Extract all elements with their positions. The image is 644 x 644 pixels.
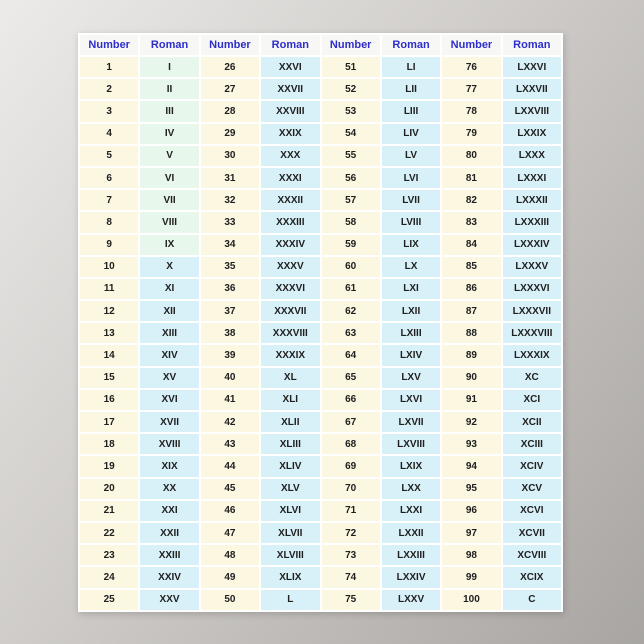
- number-cell: 2: [80, 79, 138, 99]
- roman-cell: XXXIV: [261, 235, 319, 255]
- table-row: [80, 168, 561, 188]
- number-cell: 24: [80, 567, 138, 587]
- roman-cell: LXXXVII: [503, 301, 561, 321]
- number-cell: 39: [201, 345, 259, 365]
- roman-cell: XCVII: [503, 523, 561, 543]
- roman-cell: LIX: [382, 235, 440, 255]
- number-cell: 58: [322, 212, 380, 232]
- roman-cell: LVI: [382, 168, 440, 188]
- number-cell: 84: [442, 235, 500, 255]
- number-cell: 6: [80, 168, 138, 188]
- roman-cell: XXX: [261, 146, 319, 166]
- number-cell: 65: [322, 368, 380, 388]
- roman-cell: LXVII: [382, 412, 440, 432]
- table-row: [80, 434, 561, 454]
- roman-cell: XLVI: [261, 501, 319, 521]
- number-cell: 17: [80, 412, 138, 432]
- table-row: [80, 79, 561, 99]
- number-cell: 71: [322, 501, 380, 521]
- roman-cell: LXX: [382, 479, 440, 499]
- roman-cell: LXI: [382, 279, 440, 299]
- number-cell: 91: [442, 390, 500, 410]
- number-cell: 25: [80, 590, 138, 611]
- roman-cell: XXXVI: [261, 279, 319, 299]
- header-cell: Roman: [503, 35, 561, 55]
- roman-cell: IX: [140, 235, 198, 255]
- table-row: [80, 57, 561, 77]
- number-cell: 61: [322, 279, 380, 299]
- number-cell: 70: [322, 479, 380, 499]
- roman-cell: XXIX: [261, 124, 319, 144]
- roman-cell: XXIII: [140, 545, 198, 565]
- roman-cell: XVIII: [140, 434, 198, 454]
- roman-cell: LXXVII: [503, 79, 561, 99]
- roman-cell: LXXI: [382, 501, 440, 521]
- number-cell: 72: [322, 523, 380, 543]
- roman-cell: LXXXVI: [503, 279, 561, 299]
- header-cell: Roman: [261, 35, 319, 55]
- number-cell: 63: [322, 323, 380, 343]
- roman-cell: XCV: [503, 479, 561, 499]
- number-cell: 43: [201, 434, 259, 454]
- number-cell: 33: [201, 212, 259, 232]
- number-cell: 82: [442, 190, 500, 210]
- table-row: [80, 456, 561, 476]
- table-row: [80, 257, 561, 277]
- roman-cell: XXXII: [261, 190, 319, 210]
- roman-cell: LX: [382, 257, 440, 277]
- number-cell: 38: [201, 323, 259, 343]
- roman-cell: LXXII: [382, 523, 440, 543]
- number-cell: 34: [201, 235, 259, 255]
- number-cell: 94: [442, 456, 500, 476]
- number-cell: 69: [322, 456, 380, 476]
- number-cell: 9: [80, 235, 138, 255]
- roman-cell: LXVI: [382, 390, 440, 410]
- number-cell: 12: [80, 301, 138, 321]
- roman-cell: XXII: [140, 523, 198, 543]
- roman-cell: LV: [382, 146, 440, 166]
- roman-cell: LXV: [382, 368, 440, 388]
- roman-cell: XXXIII: [261, 212, 319, 232]
- roman-cell: LXXIII: [382, 545, 440, 565]
- roman-cell: XXXVII: [261, 301, 319, 321]
- number-cell: 73: [322, 545, 380, 565]
- number-cell: 81: [442, 168, 500, 188]
- number-cell: 85: [442, 257, 500, 277]
- table-header: [80, 35, 561, 55]
- table-row: [80, 412, 561, 432]
- roman-cell: XXVI: [261, 57, 319, 77]
- roman-cell: XLIX: [261, 567, 319, 587]
- number-cell: 93: [442, 434, 500, 454]
- number-cell: 56: [322, 168, 380, 188]
- number-cell: 41: [201, 390, 259, 410]
- number-cell: 86: [442, 279, 500, 299]
- number-cell: 18: [80, 434, 138, 454]
- roman-cell: X: [140, 257, 198, 277]
- number-cell: 68: [322, 434, 380, 454]
- number-cell: 66: [322, 390, 380, 410]
- roman-cell: LXXIV: [382, 567, 440, 587]
- table-row: [80, 101, 561, 121]
- table-row: [80, 190, 561, 210]
- table-row: [80, 146, 561, 166]
- table-row: [80, 279, 561, 299]
- table-row: [80, 301, 561, 321]
- roman-cell: LII: [382, 79, 440, 99]
- roman-cell: XCIII: [503, 434, 561, 454]
- number-cell: 20: [80, 479, 138, 499]
- number-cell: 95: [442, 479, 500, 499]
- number-cell: 23: [80, 545, 138, 565]
- number-cell: 11: [80, 279, 138, 299]
- number-cell: 74: [322, 567, 380, 587]
- roman-cell: VI: [140, 168, 198, 188]
- roman-cell: LXXXI: [503, 168, 561, 188]
- roman-cell: XLIV: [261, 456, 319, 476]
- header-row: [80, 35, 561, 55]
- number-cell: 80: [442, 146, 500, 166]
- number-cell: 59: [322, 235, 380, 255]
- roman-cell: LXXXIX: [503, 345, 561, 365]
- number-cell: 77: [442, 79, 500, 99]
- number-cell: 36: [201, 279, 259, 299]
- roman-cell: LVIII: [382, 212, 440, 232]
- roman-cell: XCVIII: [503, 545, 561, 565]
- number-cell: 10: [80, 257, 138, 277]
- roman-cell: XXIV: [140, 567, 198, 587]
- number-cell: 87: [442, 301, 500, 321]
- number-cell: 27: [201, 79, 259, 99]
- number-cell: 52: [322, 79, 380, 99]
- table-row: [80, 368, 561, 388]
- number-cell: 78: [442, 101, 500, 121]
- number-cell: 28: [201, 101, 259, 121]
- table-row: [80, 323, 561, 343]
- table-row: [80, 390, 561, 410]
- roman-cell: LXXIX: [503, 124, 561, 144]
- number-cell: 50: [201, 590, 259, 611]
- number-cell: 51: [322, 57, 380, 77]
- number-cell: 97: [442, 523, 500, 543]
- number-cell: 92: [442, 412, 500, 432]
- roman-cell: XXXI: [261, 168, 319, 188]
- number-cell: 8: [80, 212, 138, 232]
- number-cell: 76: [442, 57, 500, 77]
- number-cell: 67: [322, 412, 380, 432]
- number-cell: 89: [442, 345, 500, 365]
- roman-cell: LXXV: [382, 590, 440, 611]
- roman-cell: XLII: [261, 412, 319, 432]
- table-body: [80, 57, 561, 610]
- roman-cell: I: [140, 57, 198, 77]
- roman-cell: XIX: [140, 456, 198, 476]
- number-cell: 3: [80, 101, 138, 121]
- number-cell: 45: [201, 479, 259, 499]
- roman-cell: XCVI: [503, 501, 561, 521]
- roman-cell: XXXIX: [261, 345, 319, 365]
- roman-cell: XX: [140, 479, 198, 499]
- roman-cell: XII: [140, 301, 198, 321]
- number-cell: 4: [80, 124, 138, 144]
- number-cell: 55: [322, 146, 380, 166]
- number-cell: 7: [80, 190, 138, 210]
- number-cell: 98: [442, 545, 500, 565]
- number-cell: 32: [201, 190, 259, 210]
- header-cell: Number: [442, 35, 500, 55]
- number-cell: 42: [201, 412, 259, 432]
- number-cell: 54: [322, 124, 380, 144]
- number-cell: 100: [442, 590, 500, 611]
- table-row: [80, 545, 561, 565]
- table-row: [80, 567, 561, 587]
- header-cell: Number: [201, 35, 259, 55]
- roman-cell: LI: [382, 57, 440, 77]
- number-cell: 46: [201, 501, 259, 521]
- number-cell: 37: [201, 301, 259, 321]
- number-cell: 47: [201, 523, 259, 543]
- roman-cell: XLIII: [261, 434, 319, 454]
- roman-cell: LXIII: [382, 323, 440, 343]
- roman-cell: XLV: [261, 479, 319, 499]
- number-cell: 53: [322, 101, 380, 121]
- table-row: [80, 124, 561, 144]
- number-cell: 26: [201, 57, 259, 77]
- number-cell: 16: [80, 390, 138, 410]
- number-cell: 88: [442, 323, 500, 343]
- roman-cell: LXXXVIII: [503, 323, 561, 343]
- roman-cell: XLVII: [261, 523, 319, 543]
- number-cell: 96: [442, 501, 500, 521]
- roman-cell: III: [140, 101, 198, 121]
- roman-cell: XXVIII: [261, 101, 319, 121]
- roman-cell: XL: [261, 368, 319, 388]
- number-cell: 35: [201, 257, 259, 277]
- table-row: [80, 590, 561, 611]
- roman-cell: VIII: [140, 212, 198, 232]
- roman-cell: XCI: [503, 390, 561, 410]
- roman-cell: XLI: [261, 390, 319, 410]
- roman-cell: LXVIII: [382, 434, 440, 454]
- table-row: [80, 212, 561, 232]
- number-cell: 83: [442, 212, 500, 232]
- number-cell: 60: [322, 257, 380, 277]
- number-cell: 75: [322, 590, 380, 611]
- roman-cell: LXXXIII: [503, 212, 561, 232]
- roman-cell: XVI: [140, 390, 198, 410]
- roman-cell: XCIX: [503, 567, 561, 587]
- roman-cell: LIV: [382, 124, 440, 144]
- table-row: [80, 345, 561, 365]
- roman-cell: V: [140, 146, 198, 166]
- number-cell: 40: [201, 368, 259, 388]
- number-cell: 22: [80, 523, 138, 543]
- roman-cell: XXI: [140, 501, 198, 521]
- table-row: [80, 479, 561, 499]
- roman-cell: VII: [140, 190, 198, 210]
- roman-cell: XIV: [140, 345, 198, 365]
- roman-cell: XXXVIII: [261, 323, 319, 343]
- number-cell: 21: [80, 501, 138, 521]
- roman-cell: LVII: [382, 190, 440, 210]
- table-row: [80, 523, 561, 543]
- roman-cell: XIII: [140, 323, 198, 343]
- roman-cell: LXIX: [382, 456, 440, 476]
- header-cell: Number: [80, 35, 138, 55]
- table-row: [80, 235, 561, 255]
- roman-cell: LXXXII: [503, 190, 561, 210]
- roman-cell: LXII: [382, 301, 440, 321]
- number-cell: 79: [442, 124, 500, 144]
- roman-cell: LXXXIV: [503, 235, 561, 255]
- number-cell: 29: [201, 124, 259, 144]
- roman-cell: C: [503, 590, 561, 611]
- roman-cell: XXV: [140, 590, 198, 611]
- roman-cell: LXXX: [503, 146, 561, 166]
- roman-cell: LXXVI: [503, 57, 561, 77]
- roman-cell: XXXV: [261, 257, 319, 277]
- number-cell: 14: [80, 345, 138, 365]
- number-cell: 31: [201, 168, 259, 188]
- roman-cell: II: [140, 79, 198, 99]
- number-cell: 99: [442, 567, 500, 587]
- header-cell: Number: [322, 35, 380, 55]
- roman-cell: XV: [140, 368, 198, 388]
- roman-cell: XVII: [140, 412, 198, 432]
- roman-cell: XCIV: [503, 456, 561, 476]
- number-cell: 19: [80, 456, 138, 476]
- number-cell: 64: [322, 345, 380, 365]
- roman-cell: L: [261, 590, 319, 611]
- roman-numerals-table: [78, 33, 563, 612]
- roman-cell: LIII: [382, 101, 440, 121]
- number-cell: 13: [80, 323, 138, 343]
- number-cell: 57: [322, 190, 380, 210]
- table-row: [80, 501, 561, 521]
- number-cell: 30: [201, 146, 259, 166]
- number-cell: 15: [80, 368, 138, 388]
- roman-cell: XXVII: [261, 79, 319, 99]
- roman-cell: IV: [140, 124, 198, 144]
- number-cell: 1: [80, 57, 138, 77]
- number-cell: 5: [80, 146, 138, 166]
- roman-cell: LXXVIII: [503, 101, 561, 121]
- roman-cell: XC: [503, 368, 561, 388]
- number-cell: 49: [201, 567, 259, 587]
- roman-cell: XI: [140, 279, 198, 299]
- number-cell: 62: [322, 301, 380, 321]
- header-cell: Roman: [382, 35, 440, 55]
- header-cell: Roman: [140, 35, 198, 55]
- number-cell: 90: [442, 368, 500, 388]
- number-cell: 44: [201, 456, 259, 476]
- roman-cell: XLVIII: [261, 545, 319, 565]
- roman-cell: LXIV: [382, 345, 440, 365]
- number-cell: 48: [201, 545, 259, 565]
- roman-cell: XCII: [503, 412, 561, 432]
- roman-cell: LXXXV: [503, 257, 561, 277]
